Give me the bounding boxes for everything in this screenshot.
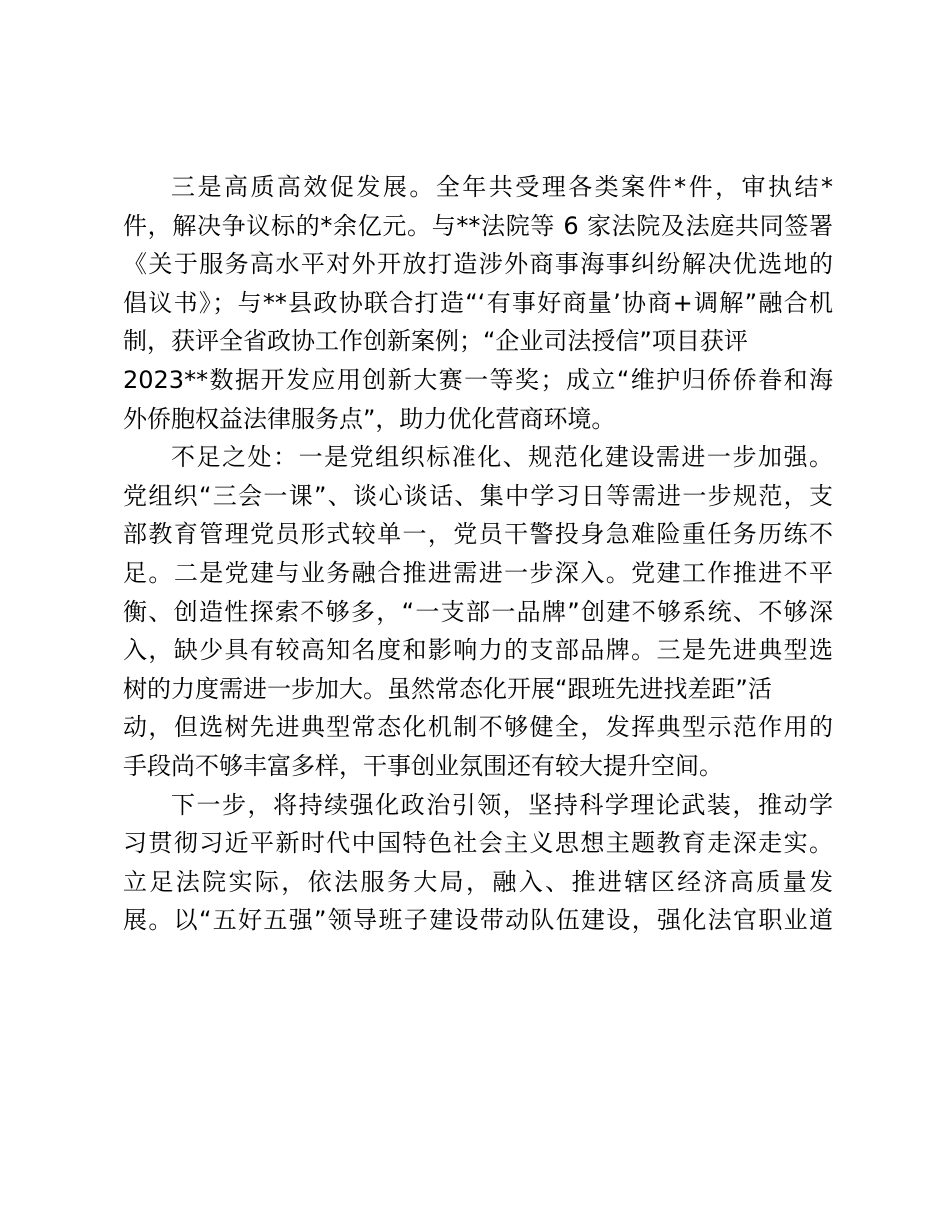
text-line: 党组织“三会一课”、谈心谈话、集中学习日等需进一步规范，支 xyxy=(123,481,833,510)
text-line: 树的力度需进一步加大。虽然常态化开展“跟班先进找差距”活 xyxy=(123,674,772,703)
text-line: 部教育管理党员形式较单一，党员干警投身急难险重任务历练不 xyxy=(123,520,833,549)
paragraph-achievements xyxy=(123,168,833,438)
document-body xyxy=(123,168,833,940)
text-line: 下一步，将持续强化政治引领，坚持科学理论武装，推动学 xyxy=(171,790,833,819)
text-line: 《关于服务高水平对外开放打造涉外商事海事纠纷解决优选地的 xyxy=(123,250,833,279)
text-line: 习贯彻习近平新时代中国特色社会主义思想主题教育走深走实。 xyxy=(123,829,833,858)
text-line: 手段尚不够丰富多样，干事创业氛围还有较大提升空间。 xyxy=(123,751,723,780)
paragraph-next-steps xyxy=(123,786,833,940)
text-line: 入，缺少具有较高知名度和影响力的支部品牌。三是先进典型选 xyxy=(123,636,833,665)
text-line: 不足之处：一是党组织标准化、规范化建设需进一步加强。 xyxy=(171,443,833,472)
text-line: 衡、创造性探索不够多，“一支部一品牌”创建不够系统、不够深 xyxy=(123,597,833,626)
text-line: 三是高质高效促发展。全年共受理各类案件*件，审执结* xyxy=(171,173,833,201)
text-line: 立足法院实际，依法服务大局，融入、推进辖区经济高质量发 xyxy=(123,867,833,896)
paragraph-shortcomings xyxy=(123,438,833,785)
text-line: 倡议书》；与**县政协联合打造“‘有事好商量’协商+调解”融合机 xyxy=(123,288,833,317)
text-line: 件，解决争议标的*余亿元。与**法院等 6 家法院及法庭共同签署 xyxy=(123,211,833,240)
text-line: 展。以“五好五强”领导班子建设带动队伍建设，强化法官职业道 xyxy=(123,906,833,935)
text-line: 外侨胞权益法律服务点”，助力优化营商环境。 xyxy=(123,404,616,433)
text-line: 2023**数据开发应用创新大赛一等奖；成立“维护归侨侨眷和海 xyxy=(123,365,833,394)
text-line: 动，但选树先进典型常态化机制不够健全，发挥典型示范作用的 xyxy=(123,713,833,742)
text-line: 制，获评全省政协工作创新案例；“企业司法授信”项目获评 xyxy=(123,327,748,356)
text-line: 足。二是党建与业务融合推进需进一步深入。党建工作推进不平 xyxy=(123,558,833,587)
